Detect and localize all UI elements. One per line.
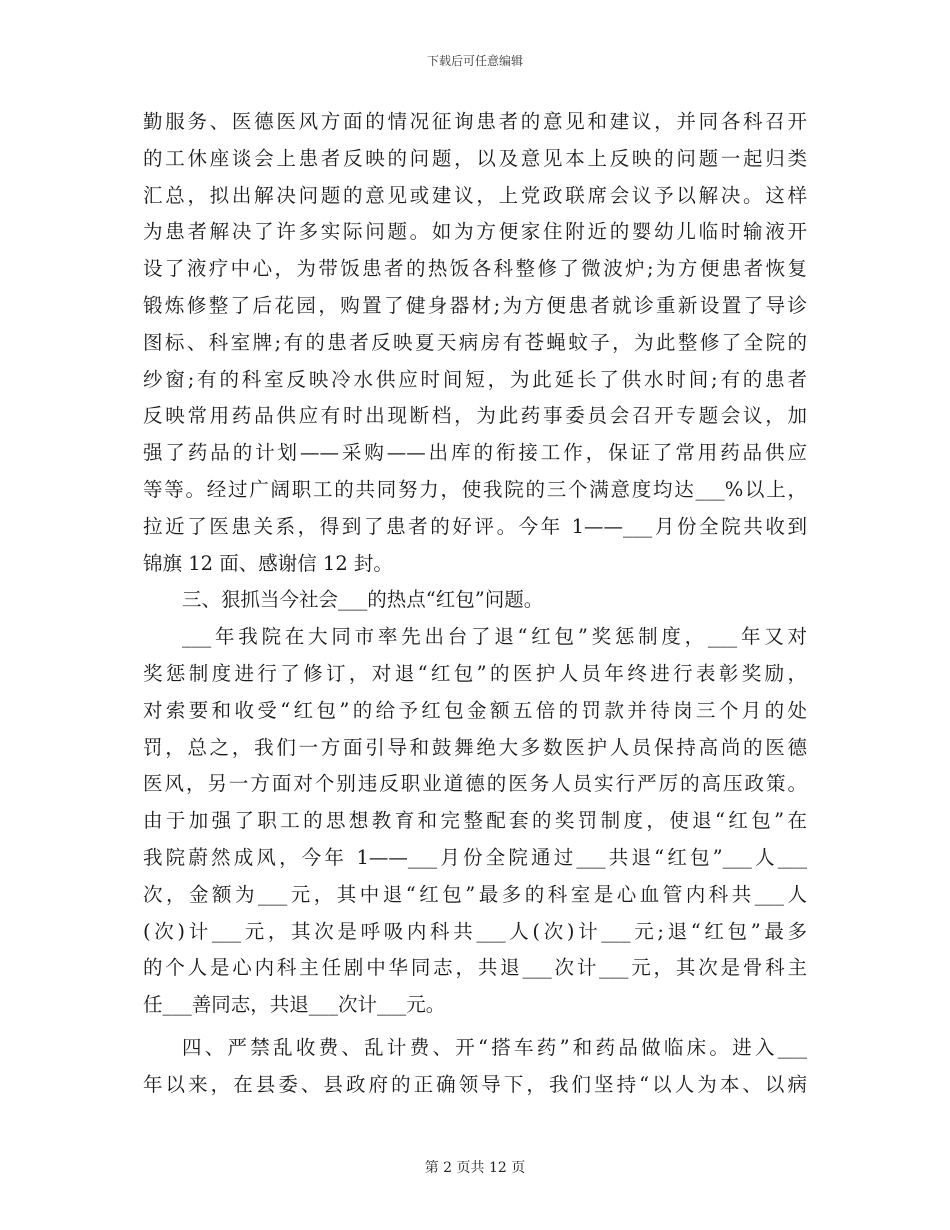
text-line: 反映常用药品供应有时出现断档，为此药事委员会召开专题会议，加: [143, 404, 807, 428]
text-line: 四、严禁乱收费、乱计费、开“搭车药”和药品做临床。进入___: [182, 1035, 807, 1059]
text-line: 罚，总之，我们一方面引导和鼓舞绝大多数医护人员保持高尚的医德: [143, 735, 807, 759]
text-line: 汇总，拟出解决问题的意见或建议，上党政联席会议予以解决。这样: [143, 183, 807, 207]
text-line: 医风，另一方面对个别违反职业道德的医务人员实行严厉的高压政策。: [143, 772, 807, 796]
text-line: 纱窗;有的科室反映冷水供应时间短，为此延长了供水时间;有的患者: [143, 367, 807, 391]
text-line: 强了药品的计划——采购——出库的衔接工作，保证了常用药品供应: [143, 441, 807, 465]
text-line: 对索要和收受“红包”的给予红包金额五倍的罚款并待岗三个月的处: [143, 698, 807, 722]
text-line: 由于加强了职工的思想教育和完整配套的奖罚制度，使退“红包”在: [143, 809, 807, 833]
text-line: 为患者解决了许多实际问题。如为方便家住附近的婴幼儿临时输液开: [143, 220, 807, 244]
text-line: 任___善同志，共退___次计___元。: [143, 993, 446, 1017]
text-line: 等等。经过广阔职工的共同努力，使我院的三个满意度均达___%以上，: [143, 477, 807, 501]
text-line: ___年我院在大同市率先出台了退“红包”奖惩制度，___年又对: [182, 625, 807, 649]
heading-line: 三、狠抓当今社会___的热点“红包”问题。: [182, 588, 544, 612]
document-body: [143, 104, 807, 1104]
text-line: 设了液疗中心，为带饭患者的热饭各科整修了微波炉;为方便患者恢复: [143, 257, 807, 281]
text-line: 奖惩制度进行了修订，对退“红包”的医护人员年终进行表彰奖励，: [143, 661, 807, 685]
text-line: 年以来，在县委、县政府的正确领导下，我们坚持“以人为本、以病: [143, 1072, 807, 1096]
text-line: 图标、科室牌;有的患者反映夏天病房有苍蝇蚊子，为此整修了全院的: [143, 330, 807, 354]
text-line: 勤服务、医德医风方面的情况征询患者的意见和建议，并同各科召开: [143, 110, 807, 133]
text-line: 次，金额为___元，其中退“红包”最多的科室是心血管内科共___人: [143, 882, 807, 906]
text-line: (次)计___元，其次是呼吸内科共___人(次)计___元;退“红包”最多: [143, 919, 807, 943]
text-line: 的个人是心内科主任剧中华同志，共退___次计___元，其次是骨科主: [143, 956, 807, 980]
text-line: 的工休座谈会上患者反映的问题，以及意见本上反映的问题一起归类: [143, 146, 807, 170]
page-number: 第 2 页共 12 页: [424, 1160, 526, 1176]
text-line: 锻炼修整了后花园，购置了健身器材;为方便患者就诊重新设置了导诊: [143, 293, 807, 317]
section-heading: [143, 582, 807, 619]
paragraph: [143, 104, 807, 582]
page-header: 下载后可任意编辑: [426, 54, 523, 68]
text-line: 我院蔚然成风，今年 1——___月份全院通过___共退“红包”___人___: [143, 845, 807, 869]
paragraph: [143, 1030, 807, 1104]
paragraph: [143, 619, 807, 1024]
text-line: 锦旗 12 面、感谢信 12 封。: [143, 551, 393, 575]
text-line: 拉近了医患关系，得到了患者的好评。今年 1——___月份全院共收到: [143, 514, 807, 538]
